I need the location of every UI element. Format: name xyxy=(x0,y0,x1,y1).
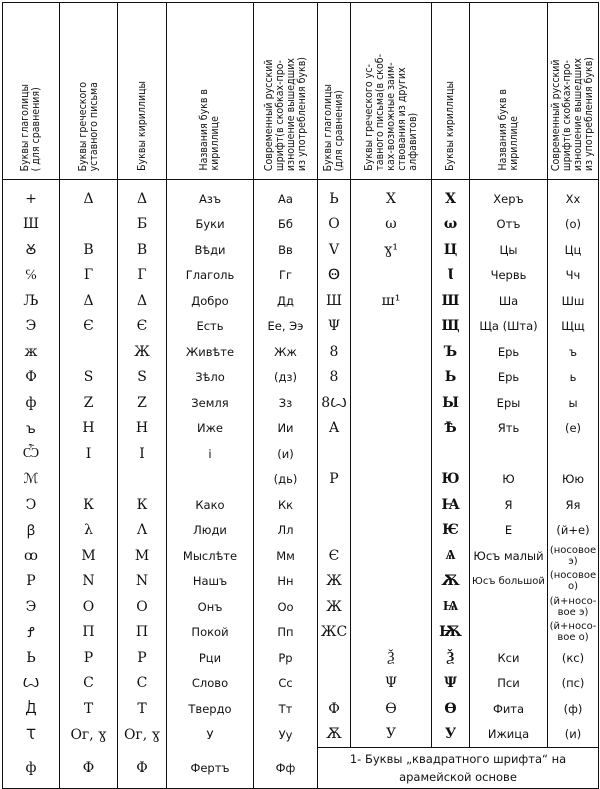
column-header-text xyxy=(264,57,308,171)
table-cell: Ѧ xyxy=(432,543,470,569)
header-line: Буквы греческого xyxy=(76,81,89,171)
table-cell: Ꙗ xyxy=(432,492,470,518)
table-cell: Оᴦ, ɣ xyxy=(60,722,118,748)
table-cell xyxy=(548,441,599,467)
header-line: Современный русский xyxy=(550,59,562,171)
table-cell: Н xyxy=(118,416,167,442)
header-line: из употребления букв) xyxy=(295,56,308,171)
column-header-7 xyxy=(432,3,470,180)
table-cell: Ее, Ээ xyxy=(254,314,318,340)
column-header-4 xyxy=(254,3,318,180)
table-cell xyxy=(351,416,432,442)
column-header-text xyxy=(78,82,100,171)
table-cell xyxy=(318,492,351,518)
header-line: алфавитов) xyxy=(406,113,419,171)
table-cell: Кк xyxy=(254,492,318,518)
table-cell: Т xyxy=(60,696,118,722)
table-cell: ЖС xyxy=(318,620,351,646)
table-row xyxy=(3,288,599,314)
column-header-text xyxy=(137,81,148,171)
table-row xyxy=(3,492,599,518)
table-cell: Нашъ xyxy=(167,569,254,595)
table-cell xyxy=(60,339,118,365)
table-row xyxy=(3,180,599,212)
column-header-text xyxy=(20,84,42,171)
table-cell: Ↄ xyxy=(3,492,60,518)
table-cell: Z xyxy=(60,390,118,416)
table-cell: Ж xyxy=(318,569,351,595)
column-header-text xyxy=(364,54,419,171)
table-cell xyxy=(351,339,432,365)
table-body xyxy=(3,180,599,789)
table-cell: Ш xyxy=(432,288,470,314)
column-header-0 xyxy=(3,3,60,180)
table-cell: Э xyxy=(3,594,60,620)
table-cell xyxy=(351,314,432,340)
table-row xyxy=(3,543,599,569)
table-cell: Фита xyxy=(470,696,548,722)
table-cell xyxy=(351,467,432,493)
table-cell: Ꚍ xyxy=(3,722,60,748)
table-cell: ℳ xyxy=(3,467,60,493)
table-cell: Ъ xyxy=(432,339,470,365)
table-cell: Λ xyxy=(118,518,167,544)
table-cell: Δ xyxy=(60,180,118,212)
table-row xyxy=(3,314,599,340)
column-header-9 xyxy=(548,3,599,180)
column-header-text xyxy=(323,84,345,171)
table-cell: Ерь xyxy=(470,365,548,391)
table-cell: Кси xyxy=(470,645,548,671)
table-cell: Ѥ xyxy=(432,518,470,544)
table-cell: Фф xyxy=(254,748,318,789)
header-line: Буквы кириллицы xyxy=(444,81,456,171)
table-cell: Зѣло xyxy=(167,365,254,391)
table-cell: О xyxy=(118,594,167,620)
table-cell: Р xyxy=(60,645,118,671)
column-header-2 xyxy=(118,3,167,180)
table-row xyxy=(3,263,599,289)
table-cell: ш¹ xyxy=(351,288,432,314)
table-cell: Ѳ xyxy=(432,696,470,722)
table-cell: Ꝭ xyxy=(3,620,60,646)
column-header-text xyxy=(445,81,456,171)
table-cell: У xyxy=(432,722,470,748)
table-cell: Б xyxy=(118,212,167,238)
table-cell: (носовое о) xyxy=(548,569,599,595)
table-cell: Юю xyxy=(548,467,599,493)
table-cell: Буки xyxy=(167,212,254,238)
table-cell xyxy=(351,569,432,595)
table-cell: Ы xyxy=(432,390,470,416)
table-cell: (ф) xyxy=(548,696,599,722)
table-cell: Ѳ xyxy=(351,696,432,722)
table-cell: Ии xyxy=(254,416,318,442)
table-cell: 8Ꙍ xyxy=(318,390,351,416)
table-cell: Ꚁ xyxy=(3,696,60,722)
table-row xyxy=(3,645,599,671)
table-cell: ъ xyxy=(548,339,599,365)
table-cell xyxy=(351,543,432,569)
table-cell: Љ xyxy=(3,288,60,314)
table-cell: Добро xyxy=(167,288,254,314)
table-cell: Щ xyxy=(432,314,470,340)
table-cell: Ижица xyxy=(470,722,548,748)
table-row xyxy=(3,569,599,595)
table-row xyxy=(3,441,599,467)
header-line: Названия букв в xyxy=(198,89,210,171)
header-line: Названия букв в xyxy=(496,89,509,171)
table-cell xyxy=(351,518,432,544)
table-cell: Ѭ xyxy=(432,620,470,646)
table-cell: (дь) xyxy=(254,467,318,493)
header-row xyxy=(3,3,599,180)
table-cell: Онъ xyxy=(167,594,254,620)
table-cell: Φ xyxy=(60,748,118,789)
table-cell xyxy=(470,441,548,467)
table-cell: Є xyxy=(118,314,167,340)
header-line: уставного письма xyxy=(87,81,100,171)
table-cell: + xyxy=(3,180,60,212)
table-cell: Э xyxy=(3,314,60,340)
table-cell: Ѣ xyxy=(432,416,470,442)
table-row xyxy=(3,339,599,365)
table-cell: У xyxy=(351,722,432,748)
table-cell: Ш xyxy=(3,212,60,238)
table-cell xyxy=(167,467,254,493)
table-cell: Жж xyxy=(254,339,318,365)
table-cell: Н xyxy=(60,416,118,442)
table-cell xyxy=(351,263,432,289)
table-cell: 8 xyxy=(318,365,351,391)
table-cell xyxy=(318,518,351,544)
table-cell: Червь xyxy=(470,263,548,289)
table-cell xyxy=(318,645,351,671)
table-cell: Вѣди xyxy=(167,237,254,263)
table-row xyxy=(3,722,599,748)
table-cell: Ша xyxy=(470,288,548,314)
table-cell: (и) xyxy=(254,441,318,467)
table-row xyxy=(3,212,599,238)
table-cell: В xyxy=(118,237,167,263)
header-line: тавного письма(в скоб- xyxy=(373,54,386,171)
table-cell: Глаголь xyxy=(167,263,254,289)
table-cell: Шш xyxy=(548,288,599,314)
table-cell: Дд xyxy=(254,288,318,314)
table-row xyxy=(3,671,599,697)
table-cell: ꞵ xyxy=(3,518,60,544)
column-header-1 xyxy=(60,3,118,180)
table-cell xyxy=(318,441,351,467)
table-cell: Есть xyxy=(167,314,254,340)
table-cell: Δ xyxy=(118,288,167,314)
table-cell: Юсъ большой xyxy=(470,569,548,595)
table-cell: Ь xyxy=(432,365,470,391)
table-cell: Є xyxy=(60,314,118,340)
table-cell: і xyxy=(167,441,254,467)
table-cell: (дз) xyxy=(254,365,318,391)
table-cell: ь xyxy=(548,365,599,391)
table-cell xyxy=(351,620,432,646)
table-cell: Уу xyxy=(254,722,318,748)
table-cell: Нн xyxy=(254,569,318,595)
table-row xyxy=(3,416,599,442)
header-line: Буквы глаголицы xyxy=(322,83,334,171)
table-cell: Ф xyxy=(318,696,351,722)
table-cell xyxy=(351,365,432,391)
header-line: Современный русский xyxy=(262,59,275,171)
table-cell: (о) xyxy=(548,212,599,238)
header-line: ( для сравнения) xyxy=(30,86,42,171)
table-cell: Ѫ xyxy=(432,569,470,595)
alphabet-table xyxy=(2,2,599,789)
header-line: кириллице xyxy=(507,116,520,171)
table-cell: Ψ xyxy=(432,671,470,697)
table-cell: Е xyxy=(470,518,548,544)
table-cell: N xyxy=(60,569,118,595)
table-cell: К xyxy=(60,492,118,518)
table-cell: Р xyxy=(318,467,351,493)
header-line: Буквы кириллицы xyxy=(135,81,148,171)
table-cell: Зз xyxy=(254,390,318,416)
table-cell: Вв xyxy=(254,237,318,263)
table-cell: Χ xyxy=(351,180,432,212)
table-cell: Ща (Шта) xyxy=(470,314,548,340)
table-cell: (й+носо-вое о) xyxy=(548,620,599,646)
table-cell: (кс) xyxy=(548,645,599,671)
table-cell: Ж xyxy=(118,339,167,365)
table-cell: (пс) xyxy=(548,671,599,697)
table-cell: Ерь xyxy=(470,339,548,365)
table-cell: Ψ xyxy=(351,671,432,697)
table-cell: М xyxy=(118,543,167,569)
table-cell: ы xyxy=(548,390,599,416)
table-cell: (й+носо-вое э) xyxy=(548,594,599,620)
header-line: Буквы греческого ус- xyxy=(362,64,375,171)
table-cell: Φ xyxy=(118,748,167,789)
table-cell: Ѯ xyxy=(432,645,470,671)
table-cell: ꙏ xyxy=(3,416,60,442)
table-cell: В xyxy=(60,237,118,263)
table-cell: Ш xyxy=(318,288,351,314)
table-cell: Чч xyxy=(548,263,599,289)
table-cell xyxy=(432,441,470,467)
table-cell: І xyxy=(118,441,167,467)
table-cell: Рци xyxy=(167,645,254,671)
table-cell: N xyxy=(118,569,167,595)
table-cell: Цц xyxy=(548,237,599,263)
table-cell: ω xyxy=(432,212,470,238)
table-cell xyxy=(351,441,432,467)
table-cell: Z xyxy=(118,390,167,416)
table-cell: Рр xyxy=(254,645,318,671)
table-cell: Ь xyxy=(318,180,351,212)
column-header-text xyxy=(498,89,520,171)
table-cell: П xyxy=(60,620,118,646)
table-cell: О xyxy=(318,212,351,238)
table-cell: Ж xyxy=(318,594,351,620)
table-cell: Земля xyxy=(167,390,254,416)
table-cell: Я xyxy=(470,492,548,518)
table-cell: 8 xyxy=(318,339,351,365)
table-cell: Ꙫ xyxy=(318,263,351,289)
table-cell xyxy=(351,390,432,416)
column-header-text xyxy=(199,89,221,171)
table-cell: М xyxy=(60,543,118,569)
table-cell: Аа xyxy=(254,180,318,212)
table-cell: Ю xyxy=(432,467,470,493)
table-cell: Бб xyxy=(254,212,318,238)
table-cell: Ѯ xyxy=(351,645,432,671)
table-cell: Ꙋ xyxy=(3,237,60,263)
table-cell: П xyxy=(118,620,167,646)
header-line: из употребления букв) xyxy=(583,56,595,171)
table-cell: ф xyxy=(3,748,60,789)
table-cell: Покой xyxy=(167,620,254,646)
table-cell xyxy=(60,212,118,238)
table-cell: Слово xyxy=(167,671,254,697)
header-line: шрифт(в скобках-про- xyxy=(561,60,573,171)
table-cell: ꝏ xyxy=(3,543,60,569)
header-line: (для сравнения) xyxy=(333,89,345,171)
table-row xyxy=(3,467,599,493)
table-cell: Ять xyxy=(470,416,548,442)
table-cell: Оо xyxy=(254,594,318,620)
column-header-8 xyxy=(470,3,548,180)
table-row xyxy=(3,390,599,416)
table-cell: Р xyxy=(3,569,60,595)
table-cell: Люди xyxy=(167,518,254,544)
table-cell: ɣ¹ xyxy=(351,237,432,263)
table-row xyxy=(3,237,599,263)
header-line: ствования из других xyxy=(395,67,408,171)
header-line: изношение вышедших xyxy=(284,57,297,171)
table-cell xyxy=(60,467,118,493)
table-cell: Хх xyxy=(548,180,599,212)
table-cell: О xyxy=(60,594,118,620)
table-cell: Ψ xyxy=(318,314,351,340)
column-header-text xyxy=(551,57,595,171)
table-cell: Отъ xyxy=(470,212,548,238)
table-cell: Ь xyxy=(3,645,60,671)
table-cell: (носовое э) xyxy=(548,543,599,569)
table-cell xyxy=(318,671,351,697)
table-cell: Яя xyxy=(548,492,599,518)
table-cell: Г xyxy=(118,263,167,289)
header-line: ках-возможные заим- xyxy=(384,62,397,171)
table-cell: У xyxy=(167,722,254,748)
column-header-5 xyxy=(318,3,351,180)
table-cell: Твердо xyxy=(167,696,254,722)
table-cell: (и) xyxy=(548,722,599,748)
table-cell: Юсъ малый xyxy=(470,543,548,569)
table-row xyxy=(3,696,599,722)
table-cell: Ю xyxy=(470,467,548,493)
table-cell xyxy=(118,467,167,493)
table-cell: І xyxy=(60,441,118,467)
table-cell: Живѣте xyxy=(167,339,254,365)
table-cell: Азъ xyxy=(167,180,254,212)
table-cell: Ѫ xyxy=(318,722,351,748)
table-cell: Г xyxy=(60,263,118,289)
table-cell: Херъ xyxy=(470,180,548,212)
table-cell: Ѽ xyxy=(3,441,60,467)
table-cell xyxy=(351,594,432,620)
table-cell: Фертъ xyxy=(167,748,254,789)
table-cell xyxy=(470,620,548,646)
table-cell: Ф xyxy=(3,365,60,391)
table-cell: ф xyxy=(3,390,60,416)
table-cell: (й+е) xyxy=(548,518,599,544)
table-cell: С xyxy=(118,671,167,697)
table-cell: S xyxy=(118,365,167,391)
table-cell: Ꙇ xyxy=(432,263,470,289)
table-cell: Како xyxy=(167,492,254,518)
table-cell: Δ xyxy=(118,180,167,212)
table-cell: Пси xyxy=(470,671,548,697)
table-cell: Ѩ xyxy=(432,594,470,620)
table-cell: Мм xyxy=(254,543,318,569)
header-line: шрифт(в скобках-про- xyxy=(273,60,286,171)
header-line: Буквы глаголицы xyxy=(19,83,31,171)
table-cell: Р xyxy=(118,645,167,671)
table-row xyxy=(3,594,599,620)
table-cell: ω xyxy=(351,212,432,238)
column-header-3 xyxy=(167,3,254,180)
footnote: 1- Буквы „квадратного шрифта“ на арамейской основе xyxy=(318,748,599,789)
column-header-6 xyxy=(351,3,432,180)
table-cell xyxy=(470,594,548,620)
table-cell: Щщ xyxy=(548,314,599,340)
table-cell: А xyxy=(318,416,351,442)
table-row xyxy=(3,365,599,391)
table-cell: Ꙍ xyxy=(3,671,60,697)
table-cell: S xyxy=(60,365,118,391)
header-line: изношение вышедших xyxy=(572,57,584,171)
table-cell: Цы xyxy=(470,237,548,263)
header-line: кириллице xyxy=(209,116,221,171)
table-cell: Є xyxy=(318,543,351,569)
table-cell: Тт xyxy=(254,696,318,722)
table-cell: Оᴦ, ɣ xyxy=(118,722,167,748)
table-cell: Еры xyxy=(470,390,548,416)
table-cell xyxy=(351,492,432,518)
table-cell: С xyxy=(60,671,118,697)
table-cell: Ц xyxy=(432,237,470,263)
table-row xyxy=(3,518,599,544)
table-cell: Χ xyxy=(432,180,470,212)
table-cell: (е) xyxy=(548,416,599,442)
table-cell: Сс xyxy=(254,671,318,697)
table-cell: Мыслѣте xyxy=(167,543,254,569)
table-cell: К xyxy=(118,492,167,518)
table-cell: Δ xyxy=(60,288,118,314)
table-cell: ℅ xyxy=(3,263,60,289)
table-cell: V xyxy=(318,237,351,263)
table-cell: Т xyxy=(118,696,167,722)
table-cell: Лл xyxy=(254,518,318,544)
table-cell: Гг xyxy=(254,263,318,289)
table-cell: Иже xyxy=(167,416,254,442)
table-cell: ж xyxy=(3,339,60,365)
table-cell: Пп xyxy=(254,620,318,646)
table-cell: λ xyxy=(60,518,118,544)
table-row xyxy=(3,620,599,646)
